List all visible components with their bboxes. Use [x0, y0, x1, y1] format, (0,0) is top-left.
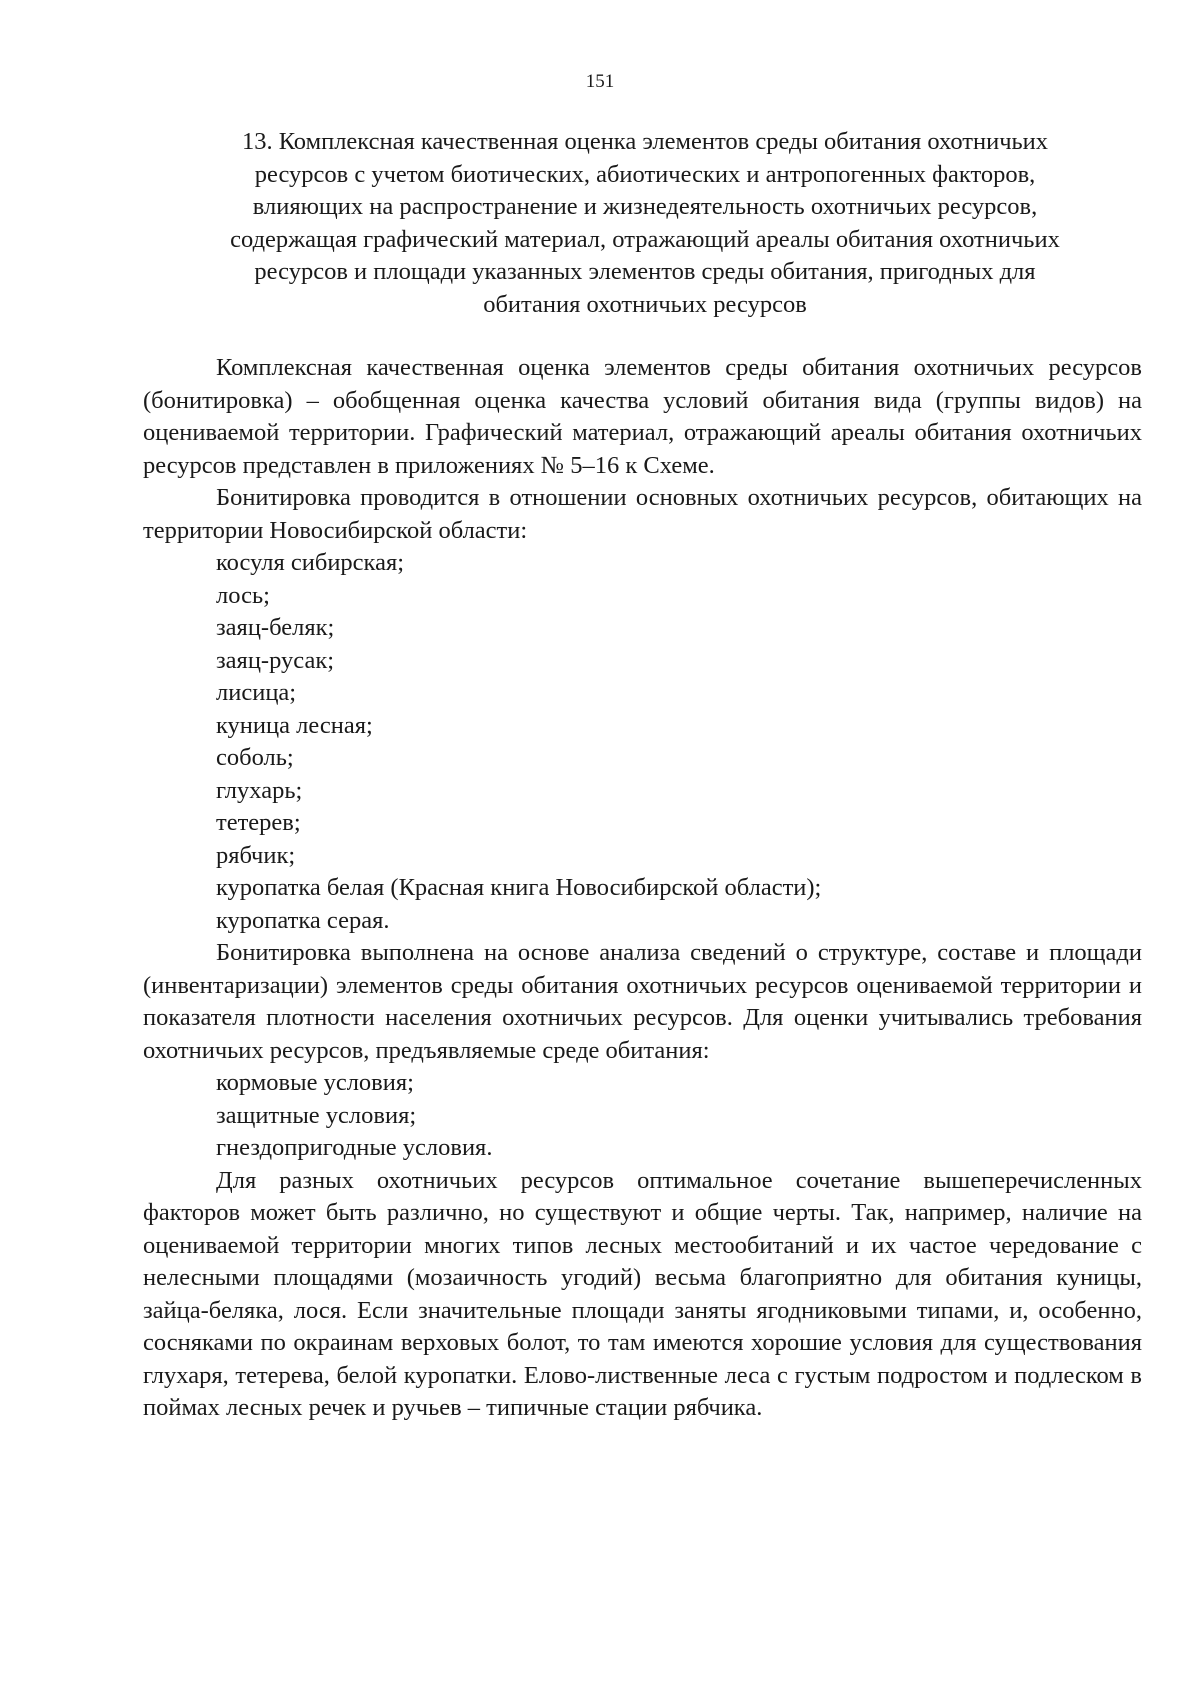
list-item: заяц-беляк;	[216, 614, 335, 641]
list-item: тетерев;	[216, 809, 301, 836]
list-item: заяц-русак;	[216, 646, 335, 674]
list-item: защитные условия;	[216, 1101, 417, 1129]
heading-line: обитания охотничьих ресурсов	[483, 290, 807, 318]
heading-line: ресурсов и площади указанных элементов среды обитания, пригодных для	[254, 258, 1036, 285]
heading-line: 13. Комплексная качественная оценка элементов среды обитания охотничьих	[241, 128, 1049, 155]
list-item: глухарь;	[216, 776, 303, 804]
conditions-list	[143, 1067, 1142, 1165]
heading-line: содержащая графический материал, отражающий ареалы обитания охотничьих	[230, 225, 1060, 253]
paragraph-conclusion: Для разных охотничьих ресурсов оптимальное сочетание вышеперечисленных факторов может быть различно, но существуют и общие черты. Так, например, наличие на оцениваемой территории многих типов лесных местообитаний и их частое чередование с нелесными площадями (мозаичность угодий) весьма благоприятно для обитания куницы, зайца-беляка, лося. Если значительные площади заняты ягодниковыми типами, и, особенно, сосняками по окраинам верховых болот, то там имеются хорошие условия для существования глухаря, тетерева, белой куропатки. Елово-лиственные леса с густым подростом и подлеском в поймах лесных речек и ручьев – типичные стации рябчика.	[143, 1166, 1142, 1421]
page-number: 151	[585, 71, 615, 92]
paragraph-basis: Бонитировка выполнена на основе анализа сведений о структуре, составе и площади (инвентаризации) элементов среды обитания охотничьих ресурсов оцениваемой территории и показателя плотности населения охотничьих ресурсов. Для оценки учитывались требования охотничьих ресурсов, предъявляемые среде обитания:	[143, 939, 1142, 1064]
list-item: рябчик;	[216, 841, 296, 869]
list-item: куница лесная;	[216, 711, 373, 739]
heading-line: ресурсов с учетом биотических, абиотических и антропогенных факторов,	[254, 160, 1036, 188]
species-list	[143, 547, 1142, 937]
list-item: кормовые условия;	[216, 1069, 414, 1096]
document-body	[143, 352, 1142, 1425]
section-heading	[150, 126, 1140, 321]
list-item: лось;	[216, 581, 270, 609]
list-item: соболь;	[216, 744, 294, 771]
paragraph-definition: Комплексная качественная оценка элементов среды обитания охотничьих ресурсов (бонитировка) – обобщенная оценка качества условий обитания вида (группы видов) на оцениваемой территории. Графический материал, отражающий ареалы обитания охотничьих ресурсов представлен в приложениях № 5–16 к Схеме.	[143, 354, 1142, 479]
list-item: куропатка белая (Красная книга Новосибирской области);	[216, 874, 822, 901]
list-item: лисица;	[216, 679, 297, 706]
paragraph-scope: Бонитировка проводится в отношении основных охотничьих ресурсов, обитающих на территории Новосибирской области:	[143, 484, 1142, 544]
heading-line: влияющих на распространение и жизнедеятельность охотничьих ресурсов,	[252, 193, 1038, 220]
list-item: гнездопригодные условия.	[216, 1134, 493, 1161]
list-item: косуля сибирская;	[216, 549, 405, 576]
list-item: куропатка серая.	[216, 906, 390, 934]
